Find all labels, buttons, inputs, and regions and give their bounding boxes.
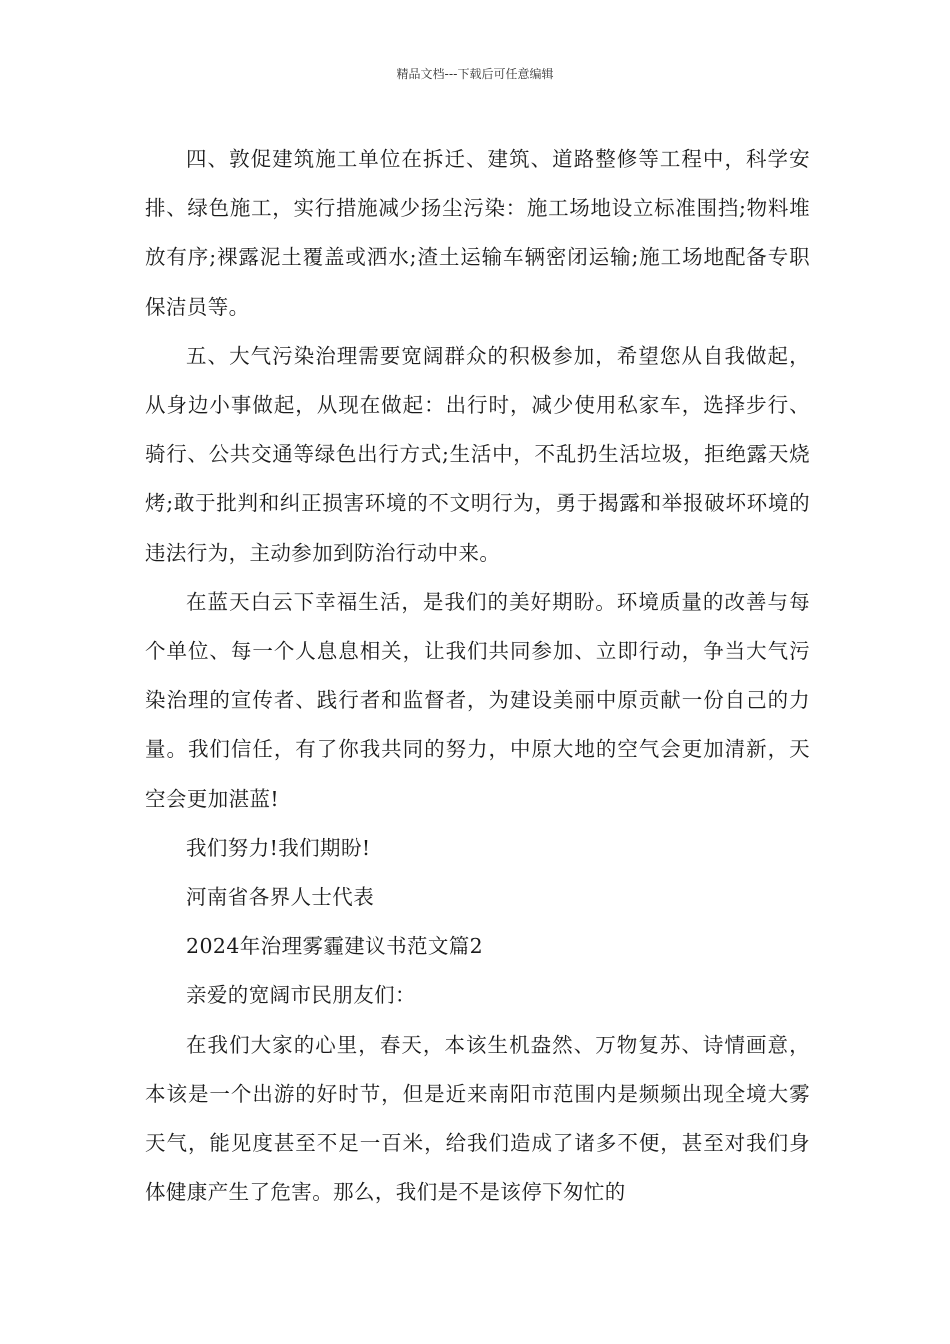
paragraph-spring: 在我们大家的心里，春天，本该生机盎然、万物复苏、诗情画意，本该是一个出游的好时节，但是近来南阳市范围内是频频出现全境大雾天气，能见度甚至不足一百米，给我们造成了诸多不便，甚至对我们身体健康产生了危害。那么，我们是不是该停下匆忙的 [145,1032,810,1205]
paragraph-signature: 河南省各界人士代表 [186,885,375,910]
section-title: 2024年治理雾霾建议书范文篇2 [186,934,484,959]
document-body [145,135,810,1217]
paragraph-five: 五、大气污染治理需要宽阔群众的积极参加，希望您从自我做起，从身边小事做起，从现在做起：出行时，减少使用私家车，选择步行、骑行、公共交通等绿色出行方式;生活中，不乱扔生活垃圾，拒绝露天烧烤;敢于批判和纠正损害环境的不文明行为，勇于揭露和举报破坏环境的违法行为，主动参加到防治行动中来。 [145,343,810,565]
paragraph-slogan: 我们努力!我们期盼! [186,835,371,860]
paragraph-four: 四、敦促建筑施工单位在拆迁、建筑、道路整修等工程中，科学安排、绿色施工，实行措施减少扬尘污染：施工场地设立标准围挡;物料堆放有序;裸露泥土覆盖或洒水;渣土运输车辆密闭运输;施工场地配备专职保洁员等。 [145,147,810,319]
page-header: 精品文档---下载后可任意编辑 [396,67,554,81]
paragraph-greeting: 亲爱的宽阔市民朋友们： [186,983,416,1008]
paragraph-expectation: 在蓝天白云下幸福生活，是我们的美好期盼。环境质量的改善与每个单位、每一个人息息相关，让我们共同参加、立即行动，争当大气污染治理的宣传者、践行者和监督者，为建设美丽中原贡献一份自己的力量。我们信任，有了你我共同的努力，中原大地的空气会更加清新，天空会更加湛蓝! [145,589,810,811]
